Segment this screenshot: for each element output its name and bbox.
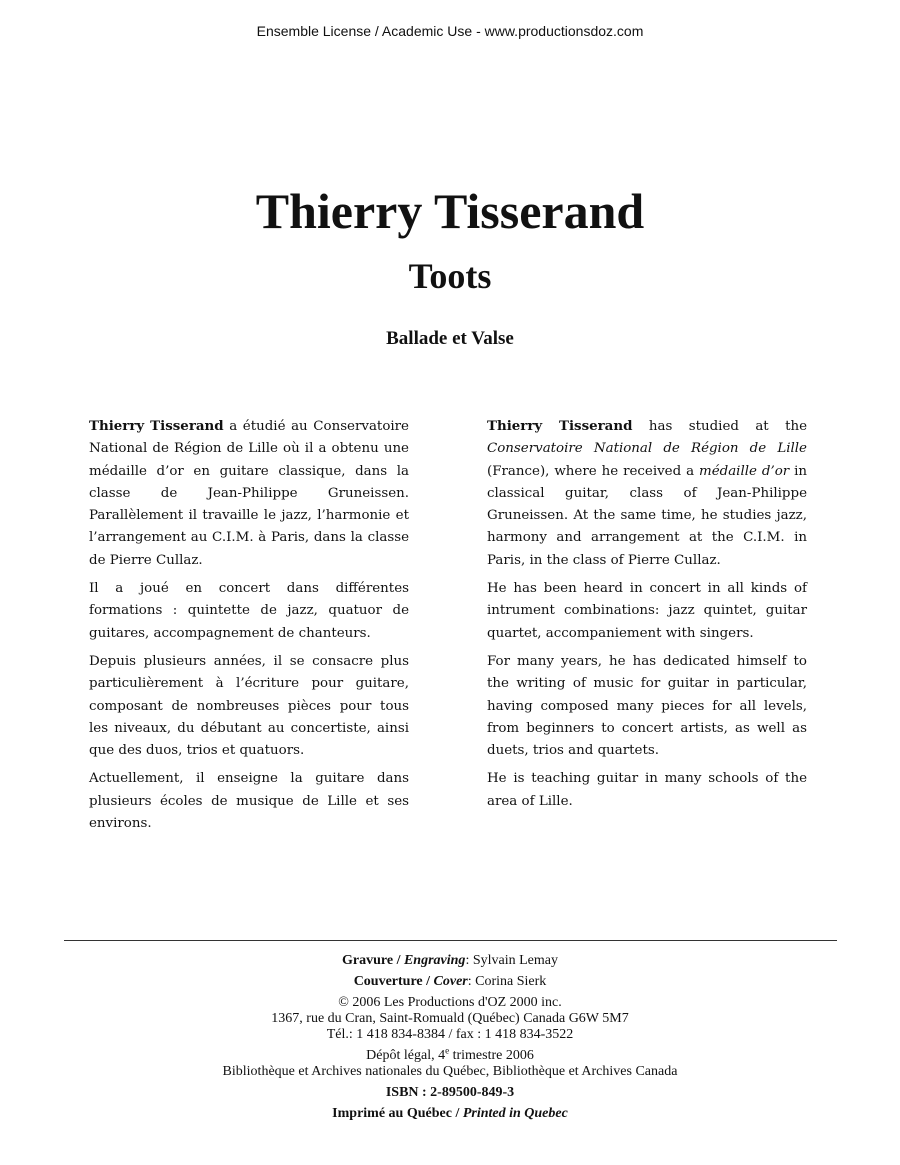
credits-block — [0, 953, 900, 1122]
printed-in — [0, 1106, 900, 1122]
copyright: © 2006 Les Productions d'OZ 2000 inc. — [338, 995, 562, 1010]
bio-en-paragraph-3: For many years, he has dedicated himself to the writing of music for guitar in particular, having composed many pieces for all levels, from beginners to concert artists, as well as duets, trios and quartets. — [487, 653, 807, 759]
credit-engraving — [0, 953, 900, 969]
biography-french — [89, 415, 409, 841]
bio-fr-paragraph-3: Depuis plusieurs années, il se consacre plus particulièrement à l’écriture pour guitare, composant de nombreuses pièces pour tous les niveaux, du débutant au concertiste, ainsi que des duos, trios et quatuors. — [89, 653, 409, 759]
bio-en-composer-name: Thierry Tisserand — [487, 418, 633, 434]
bio-en-p1-a: has studied at the — [632, 419, 807, 434]
bio-en-p1-b: (France), where he received a — [487, 463, 699, 479]
bio-en-paragraph-4: He is teaching guitar in many schools of the area of Lille. — [487, 771, 807, 809]
cover-label-fr: Couverture / — [353, 974, 434, 989]
bio-en-paragraph-2: He has been heard in concert in all kinds of intrument combinations: jazz quintet, guitar quartet, accompaniement with singers. — [487, 581, 807, 641]
divider-rule — [64, 940, 837, 941]
bio-en-medal: médaille d’or — [699, 463, 790, 479]
publisher-address: 1367, rue du Cran, Saint-Romuald (Québec) Canada G6W 5M7 — [271, 1011, 629, 1026]
biography-english — [487, 415, 807, 819]
cover-name: : Corina Sierk — [467, 974, 547, 989]
isbn: ISBN : 2-89500-849-3 — [385, 1085, 515, 1100]
bio-fr-paragraph-4: Actuellement, il enseigne la guitare dans plusieurs écoles de musique de Lille et ses environs. — [89, 771, 409, 832]
cover-label-en: Cover — [433, 974, 468, 989]
engraving-name: : Sylvain Lemay — [465, 953, 558, 968]
bio-en-p1-c: in classical guitar, class of Jean-Philippe Gruneissen. At the same time, he studies jazz, harmony and arrangement at the C.I.M. in Paris, in the class of Pierre Cullaz. — [487, 463, 807, 568]
work-title: Toots — [408, 256, 492, 296]
work-subtitle: Ballade et Valse — [386, 328, 514, 349]
publisher-phone: Tél.: 1 418 834-8384 / fax : 1 418 834-3522 — [326, 1027, 574, 1042]
bio-en-institution: Conservatoire National de Région de Lille — [487, 441, 807, 457]
credit-cover — [0, 974, 900, 990]
bio-fr-composer-name: Thierry Tisserand — [89, 418, 224, 434]
legal-deposit: Dépôt légal, 4e trimestre 2006 — [366, 1045, 534, 1063]
bio-fr-paragraph-2: Il a joué en concert dans différentes formations : quintette de jazz, quatuor de guitares, accompagnement de chanteurs. — [89, 581, 409, 641]
bio-fr-paragraph-1 — [89, 415, 409, 572]
printed-fr: Imprimé au Québec / — [332, 1106, 463, 1121]
engraving-label-en: Engraving — [403, 953, 466, 968]
license-note: Ensemble License / Academic Use - www.productionsdoz.com — [256, 23, 644, 39]
libraries: Bibliothèque et Archives nationales du Québec, Bibliothèque et Archives Canada — [222, 1064, 678, 1079]
printed-en: Printed in Quebec — [462, 1106, 568, 1121]
bio-fr-p1-text: a étudié au Conservatoire National de Région de Lille où il a obtenu une médaille d’or en guitare classique, dans la classe de Jean-Philippe Gruneissen. Parallèlement il travaille le jazz, l’harmonie et l’arrangement au C.I.M. à Paris, dans la classe de Pierre Cullaz. — [89, 419, 409, 568]
composer-name: Thierry Tisserand — [255, 183, 645, 239]
bio-en-paragraph-1 — [487, 415, 807, 572]
engraving-label-fr: Gravure / — [342, 953, 404, 968]
